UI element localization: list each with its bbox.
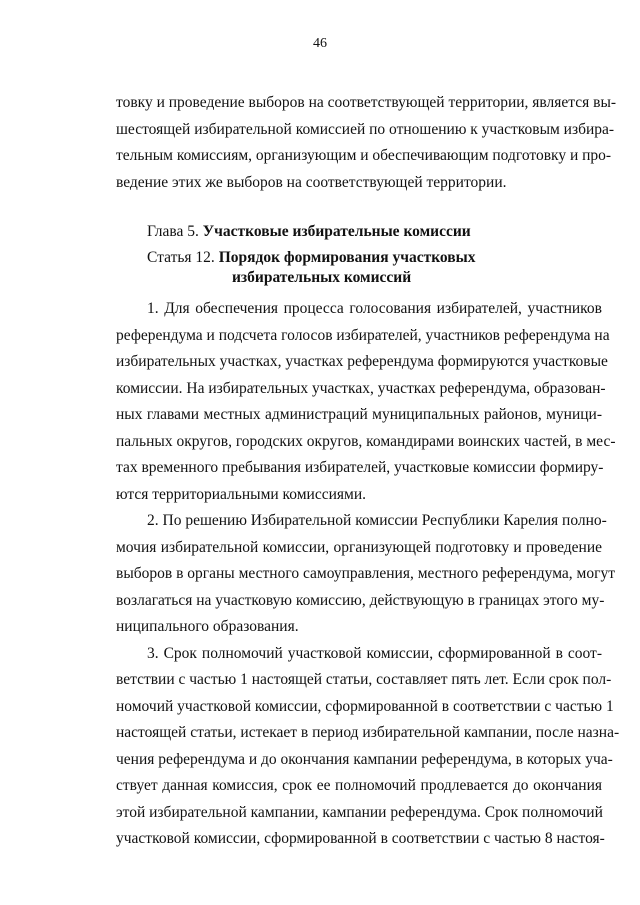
paragraph-2 (116, 508, 615, 641)
text-line: референдума и подсчета голосов избирателей, участников референдума на (116, 326, 610, 344)
text-line: шестоящей избирательной комиссией по отношению к участковым избира- (116, 120, 615, 138)
text-line: ются территориальными комиссиями. (116, 485, 367, 503)
page-number: 46 (313, 36, 327, 51)
paragraph-1 (116, 296, 616, 508)
text-line: тах временного пребывания избирателей, участковые комиссии формиру- (116, 459, 604, 476)
text-line: комиссии. На избирательных участках, участках референдума, образован- (116, 379, 606, 397)
text-line: этой избирательной кампании, кампании референдума. Срок полномочий (116, 803, 603, 821)
text-line: настоящей статьи, истекает в период избирательной кампании, после назна- (116, 724, 620, 741)
text-line: участковой комиссии, сформированной в соответствии с частью 8 настоя- (116, 830, 605, 847)
text-line: ствует данная комиссия, срок ее полномочий продлевается до окончания (116, 777, 602, 794)
article-title-line2: избирательных комиссий (232, 269, 412, 286)
paragraph-3 (116, 641, 620, 853)
text-line: выборов в органы местного самоуправления, местного референдума, могут (116, 565, 615, 582)
article-prefix: Статья 12. (147, 249, 219, 266)
text-line: товку и проведение выборов на соответствующей территории, является вы- (116, 94, 617, 111)
text-line: пальных округов, городских округов, командирами воинских частей, в мес- (116, 432, 616, 450)
article-heading (116, 248, 602, 288)
text-line: возлагаться на участковую комиссию, действующую в границах этого му- (116, 591, 605, 609)
text-line: 3. Срок полномочий участковой комиссии, сформированной в соот- (147, 644, 602, 662)
text-line: избирательных участках, участках референдума формируются участковые (116, 353, 608, 370)
text-line: ных главами местных администраций муниципальных районов, муници- (116, 406, 602, 423)
intro-paragraph (116, 90, 617, 196)
text-line: ведение этих же выборов на соответствующей территории. (116, 173, 507, 191)
text-line: мочия избирательной комиссии, организующей подготовку и проведение (116, 538, 602, 556)
chapter-heading (116, 222, 602, 242)
document-body (116, 90, 620, 853)
text-line: номочий участковой комиссии, сформированной в соответствии с частью 1 (116, 697, 614, 715)
text-line: чения референдума и до окончания кампании референдума, в которых уча- (116, 750, 613, 768)
chapter-prefix: Глава 5. (147, 223, 203, 240)
text-line: 1. Для обеспечения процесса голосования избирателей, участников (147, 300, 602, 317)
text-line: тельным комиссиям, организующим и обеспечивающим подготовку и про- (116, 147, 612, 164)
article-title-line1: Порядок формирования участковых (218, 249, 476, 266)
text-line: ниципального образования. (116, 618, 299, 635)
text-line: 2. По решению Избирательной комиссии Республики Карелия полно- (147, 512, 607, 529)
chapter-title: Участковые избирательные комиссии (202, 223, 471, 240)
text-line: ветствии с частью 1 настоящей статьи, составляет пять лет. Если срок пол- (116, 671, 612, 688)
